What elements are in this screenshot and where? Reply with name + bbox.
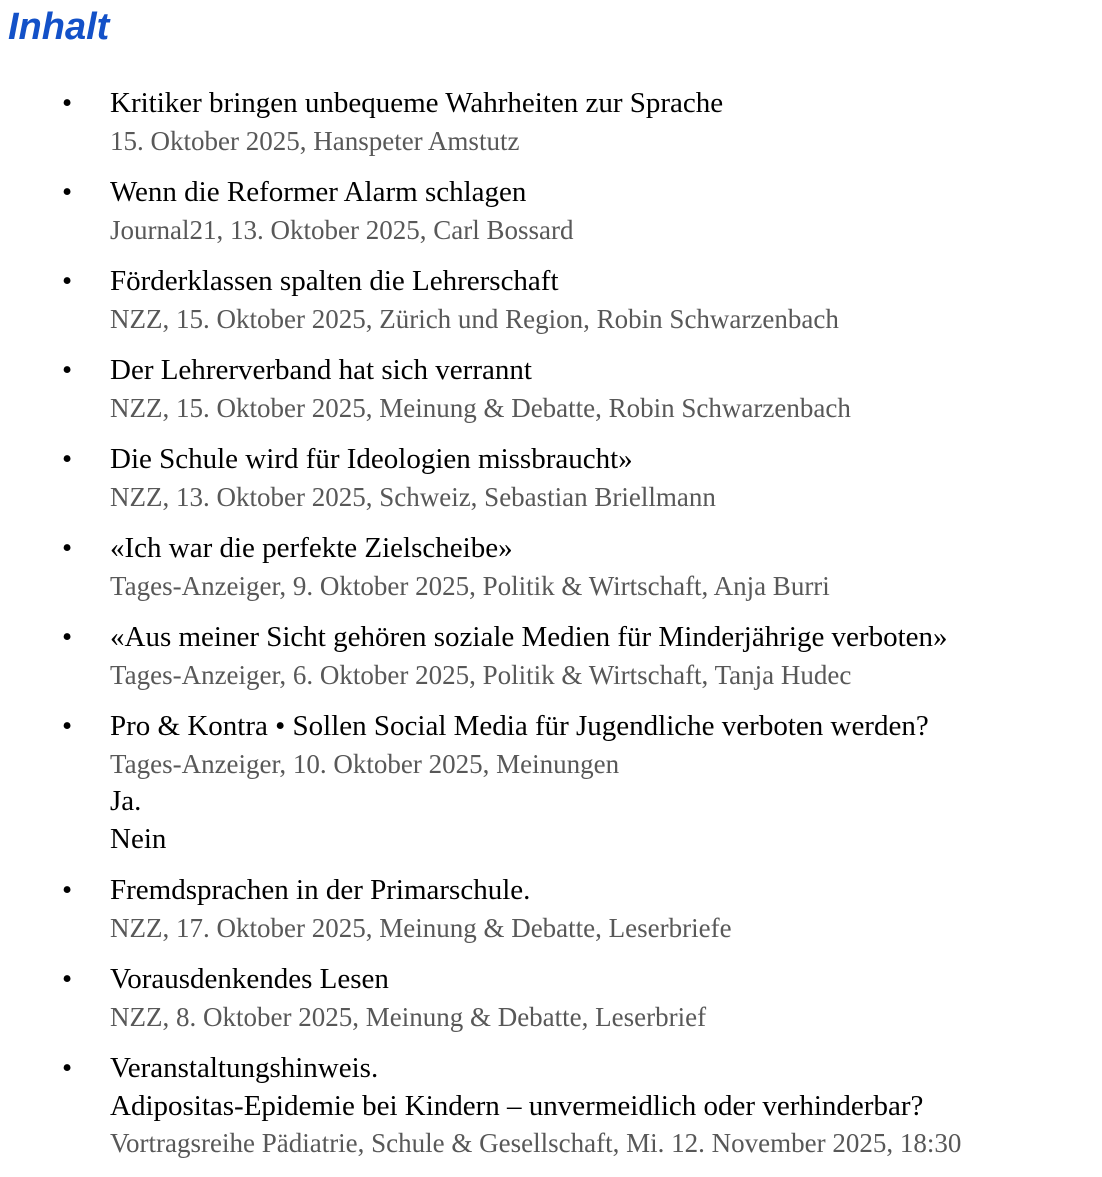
toc-item-body xyxy=(110,530,1102,605)
bullet-icon: • xyxy=(62,710,73,742)
bullet-icon: • xyxy=(62,1052,73,1084)
item-title: Fremdsprachen in der Primarschule. xyxy=(110,874,531,906)
bullet-icon: • xyxy=(62,443,73,475)
item-meta: Vortragsreihe Pädiatrie, Schule & Gesellschaft, Mi. 12. November 2025, 18:30 xyxy=(110,1128,962,1158)
item-title: Wenn die Reformer Alarm schlagen xyxy=(110,176,527,208)
item-meta: NZZ, 15. Oktober 2025, Meinung & Debatte, Robin Schwarzenbach xyxy=(110,392,851,423)
item-meta: Tages-Anzeiger, 10. Oktober 2025, Meinungen xyxy=(110,748,620,779)
toc-item xyxy=(0,708,1102,858)
item-title: Die Schule wird für Ideologien missbraucht» xyxy=(110,443,633,475)
item-title: Förderklassen spalten die Lehrerschaft xyxy=(110,265,559,297)
item-title: Adipositas-Epidemie bei Kindern – unvermeidlich oder verhinderbar? xyxy=(110,1089,924,1122)
item-extra-line: Nein xyxy=(110,822,167,855)
item-title: Der Lehrerverband hat sich verrannt xyxy=(110,354,532,386)
bullet-icon: • xyxy=(62,621,73,653)
toc-item-body xyxy=(110,1050,1102,1163)
item-meta: NZZ, 8. Oktober 2025, Meinung & Debatte, Leserbrief xyxy=(110,1001,707,1032)
toc-item xyxy=(0,263,1102,338)
toc-item-body xyxy=(110,174,1102,249)
toc-item xyxy=(0,1050,1102,1163)
toc-item xyxy=(0,174,1102,249)
toc-item xyxy=(0,85,1102,160)
item-meta: NZZ, 15. Oktober 2025, Zürich und Region, Robin Schwarzenbach xyxy=(110,303,839,334)
item-title: Veranstaltungshinweis. xyxy=(110,1052,379,1084)
item-meta: NZZ, 17. Oktober 2025, Meinung & Debatte, Leserbriefe xyxy=(110,912,732,943)
item-meta: Tages-Anzeiger, 9. Oktober 2025, Politik & Wirtschaft, Anja Burri xyxy=(110,570,830,601)
bullet-icon: • xyxy=(62,176,73,208)
item-title: Pro & Kontra • Sollen Social Media für Jugendliche verboten werden? xyxy=(110,710,929,742)
toc-item-body xyxy=(110,619,1102,694)
toc-item xyxy=(0,619,1102,694)
bullet-icon: • xyxy=(62,87,73,119)
bullet-icon: • xyxy=(62,963,73,995)
item-title: Kritiker bringen unbequeme Wahrheiten zur Sprache xyxy=(110,87,724,119)
toc-item-body xyxy=(110,872,1102,947)
toc-item xyxy=(0,961,1102,1036)
toc-item-body xyxy=(110,708,1102,858)
item-meta: Journal21, 13. Oktober 2025, Carl Bossard xyxy=(110,214,574,245)
item-meta: NZZ, 13. Oktober 2025, Schweiz, Sebastian Briellmann xyxy=(110,481,716,512)
toc-list xyxy=(0,85,1102,1163)
toc-item-body xyxy=(110,961,1102,1036)
item-meta: 15. Oktober 2025, Hanspeter Amstutz xyxy=(110,125,520,156)
bullet-icon: • xyxy=(62,354,73,386)
bullet-icon: • xyxy=(62,265,73,297)
toc-item-body xyxy=(110,85,1102,160)
bullet-icon: • xyxy=(62,874,73,906)
toc-item-body xyxy=(110,352,1102,427)
toc-item xyxy=(0,352,1102,427)
toc-item-body xyxy=(110,263,1102,338)
bullet-icon: • xyxy=(62,532,73,564)
item-title: «Ich war die perfekte Zielscheibe» xyxy=(110,532,513,564)
toc-item xyxy=(0,441,1102,516)
page-title: Inhalt xyxy=(8,6,110,48)
toc-item-body xyxy=(110,441,1102,516)
item-meta: Tages-Anzeiger, 6. Oktober 2025, Politik & Wirtschaft, Tanja Hudec xyxy=(110,659,852,690)
toc-item xyxy=(0,872,1102,947)
item-title: «Aus meiner Sicht gehören soziale Medien für Minderjährige verboten» xyxy=(110,621,948,653)
item-title: Vorausdenkendes Lesen xyxy=(110,963,389,995)
toc-item xyxy=(0,530,1102,605)
item-extra-line: Ja. xyxy=(110,785,142,817)
